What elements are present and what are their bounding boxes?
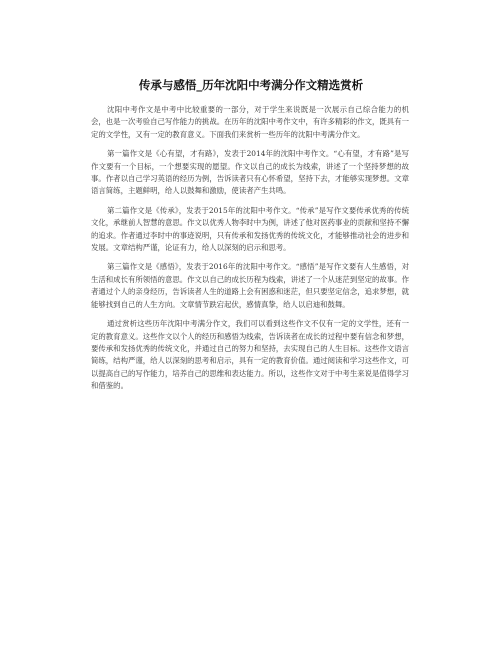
paragraph-essay-3: 第三篇作文是《感悟》，发表于2016年的沈阳中考作文。“感悟”是写作文要有人生感悟，对生活和成长有所领悟的意思。作文以自己的成长历程为线索，讲述了一个从迷茫到坚定的故事。作者通过个人的亲身经历，告诉读者人生的道路上会有困惑和迷茫，但只要坚定信念，追求梦想，就能够找到自己的人生方向。文章情节跌宕起伏，感情真挚，给人以启迪和鼓舞。 [91, 262, 409, 309]
paragraph-conclusion: 通过赏析这些历年沈阳中考满分作文，我们可以看到这些作文不仅有一定的文学性，还有一定的教育意义。这些作文以个人的经历和感悟为线索，告诉读者在成长的过程中要有信念和梦想，要传承和发扬优秀的传统文化，并通过自己的努力和坚持，去实现自己的人生目标。这些作文语言简练，结构严谨，给人以深刻的思考和启示，具有一定的教育价值。通过阅读和学习这些作文，可以提高自己的写作能力，培养自己的思维和表达能力。所以，这些作文对于中考生来说是值得学习和借鉴的。 [91, 319, 409, 391]
paragraph-essay-2: 第二篇作文是《传承》，发表于2015年的沈阳中考作文。“传承”是写作文要传承优秀的传统文化，承继前人智慧的意思。作文以优秀人物李时中为例，讲述了他对医药事业的贡献和坚持不懈的追求。作者通过李时中的事迹说明，只有传承和发扬优秀的传统文化，才能够推动社会的进步和发展。文章结构严谨，论证有力，给人以深刻的启示和思考。 [91, 205, 409, 253]
paragraph-essay-1: 第一篇作文是《心有望，才有路》，发表于2014年的沈阳中考作文。“心有望，才有路”是写作文要有一个目标，一个想要实现的愿望。作文以自己的成长为线索，讲述了一个坚持梦想的故事。作者以自己学习英语的经历为例，告诉读者只有心怀希望，坚持下去，才能够实现梦想。文章语言简练，主题鲜明，给人以鼓舞和激励，使读者产生共鸣。 [91, 149, 409, 196]
paragraph-intro: 沈阳中考作文是中考中比较重要的一部分，对于学生来说既是一次展示自己综合能力的机会，也是一次考验自己写作能力的挑战。在历年的沈阳中考作文中，有许多精彩的作文，既具有一定的文学性，又有一定的教育意义。下面我们来赏析一些历年的沈阳中考满分作文。 [91, 105, 409, 139]
document-body [91, 104, 409, 400]
document-title: 传承与感悟_历年沈阳中考满分作文精选赏析 [138, 78, 364, 92]
